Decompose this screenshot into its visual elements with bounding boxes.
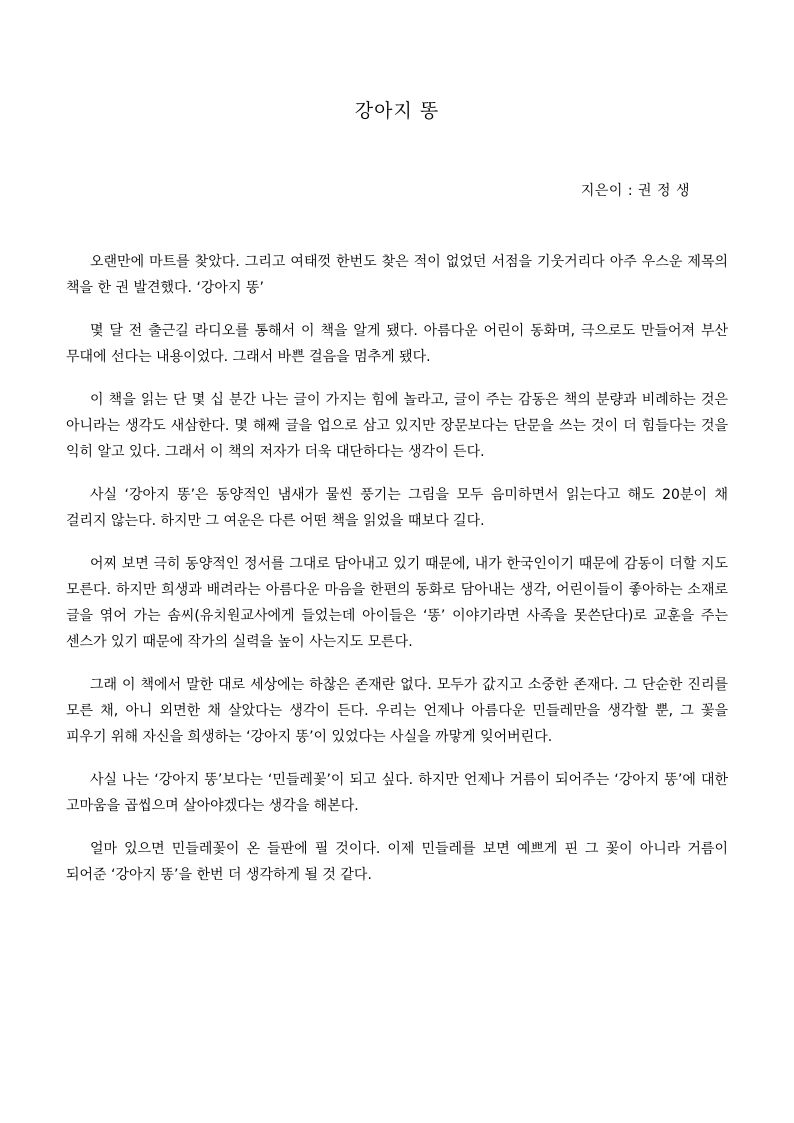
- paragraph: 사실 나는 ‘강아지 똥’보다는 ‘민들레꽃’이 되고 싶다. 하지만 언제나 거름이 되어주는 ‘강아지 똥’에 대한 고마움을 곱씹으며 살아야겠다는 생각을 해본다.: [66, 772, 728, 814]
- paragraph: 사실 ‘강아지 똥’은 동양적인 냄새가 물씬 풍기는 그림을 모두 음미하면서 읽는다고 해도 20분이 채 걸리지 않는다. 하지만 그 여운은 다른 어떤 책을 읽었을 때보다 길다.: [66, 487, 728, 529]
- document-title: 강아지 똥: [354, 100, 440, 122]
- document-body: [66, 249, 728, 905]
- paragraph: 몇 달 전 출근길 라디오를 통해서 이 책을 알게 됐다. 아름다운 어린이 동화며, 극으로도 만들어져 부산 무대에 선다는 내용이었다. 그래서 바쁜 걸음을 멈추게 됐다.: [66, 323, 728, 365]
- paragraph: 이 책을 읽는 단 몇 십 분간 나는 글이 가지는 힘에 놀라고, 글이 주는 감동은 책의 분량과 비례하는 것은 아니라는 생각도 새삼한다. 몇 해째 글을 업으로 삼고 있지만 장문보다는 단문을 쓰는 것이 더 힘들다는 것을 익히 알고 있다. 그래서 이 책의 저자가 더욱 대단하다는 생각이 든다.: [66, 392, 728, 460]
- paragraph: 어찌 보면 극히 동양적인 정서를 그대로 담아내고 있기 때문에, 내가 한국인이기 때문에 감동이 더할 지도 모른다. 하지만 희생과 배려라는 아름다운 마음을 한편의 동화로 담아내는 생각, 어린이들이 좋아하는 소재로 글을 엮어 가는 솜씨(유치원교사에게 들었는데 아이들은 ‘똥’ 이야기라면 사족을 못쓴단다)로 교훈을 주는 센스가 있기 때문에 작가의 실력을 높이 사는지도 모른다.: [66, 556, 728, 650]
- paragraph: 그래 이 책에서 말한 대로 세상에는 하찮은 존재란 없다. 모두가 값지고 소중한 존재다. 그 단순한 진리를 모른 채, 아니 외면한 채 살았다는 생각이 든다. 우리는 언제나 아름다운 민들레만을 생각할 뿐, 그 꽃을 피우기 위해 자신을 희생하는 ‘강아지 똥’이 있었다는 사실을 까맣게 잊어버린다.: [66, 677, 728, 745]
- author-line: 지은이 : 권 정 생: [580, 183, 690, 199]
- paragraph: 얼마 있으면 민들레꽃이 온 들판에 필 것이다. 이제 민들레를 보면 예쁘게 핀 그 꽃이 아니라 거름이 되어준 ‘강아지 똥’을 한번 더 생각하게 될 것 같다.: [66, 841, 728, 883]
- paragraph: 오랜만에 마트를 찾았다. 그리고 여태껏 한번도 찾은 적이 없었던 서점을 기웃거리다 아주 우스운 제목의 책을 한 권 발견했다. ‘강아지 똥’: [66, 254, 728, 296]
